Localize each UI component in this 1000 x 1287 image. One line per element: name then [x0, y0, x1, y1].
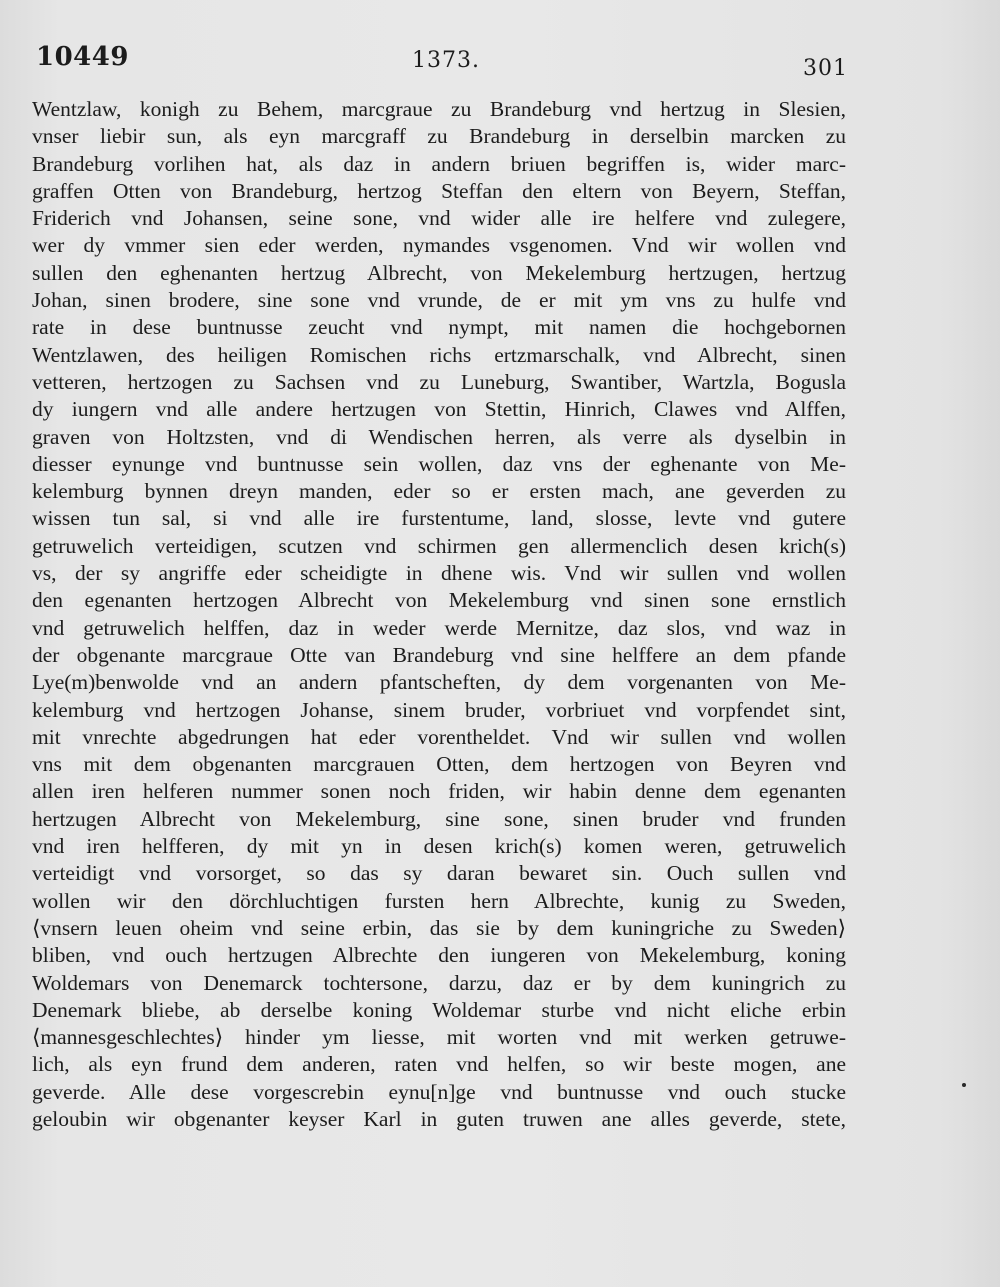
text-line: Woldemars von Denemarck tochtersone, darzu, daz er by dem kuningrich zu: [32, 970, 846, 995]
document-number: 10449: [36, 42, 129, 72]
text-line: graffen Otten von Brandeburg, hertzog Steffan den eltern von Beyern, Steffan,: [32, 178, 846, 203]
text-line: Denemark bliebe, ab derselbe koning Woldemar sturbe vnd nicht eliche erbin: [32, 997, 846, 1022]
text-line: verteidigt vnd vorsorget, so das sy daran bewaret sin. Ouch sullen vnd: [32, 861, 846, 886]
text-line: Wentzlawen, des heiligen Romischen richs ertzmarschalk, vnd Albrecht, sinen: [32, 342, 846, 367]
text-line: vnser liebir sun, als eyn marcgraff zu Brandeburg in derselbin marcken zu: [32, 124, 846, 149]
text-line: wissen tun sal, si vnd alle ire furstentume, land, slosse, levte vnd gutere: [32, 506, 846, 531]
page-number: 301: [803, 56, 848, 81]
text-line: getruwelich verteidigen, scutzen vnd schirmen gen allermenclich desen krich(s): [32, 533, 846, 558]
text-line: Lye(m)benwolde vnd an andern pfantscheften, dy dem vorgenanten von Me-: [32, 670, 846, 695]
text-line: wer dy vmmer sien eder werden, nymandes vsgenomen. Vnd wir wollen vnd: [32, 233, 846, 258]
body-text: [32, 96, 846, 1133]
text-line: vetteren, hertzogen zu Sachsen vnd zu Luneburg, Swantiber, Wartzla, Bogusla: [32, 369, 846, 394]
text-line: graven von Holtzsten, vnd di Wendischen herren, als verre als dyselbin in: [32, 424, 846, 449]
text-line: rate in dese buntnusse zeucht vnd nympt, mit namen die hochgebornen: [32, 315, 846, 340]
text-line: kelemburg bynnen dreyn manden, eder so er ersten mach, ane geverden zu: [32, 479, 846, 504]
text-line: vnd getruwelich helffen, daz in weder werde Mernitze, daz slos, vnd waz in: [32, 615, 846, 640]
text-line: Brandeburg vorlihen hat, als daz in andern briuen begriffen is, wider marc-: [32, 151, 846, 176]
text-line: diesser eynunge vnd buntnusse sein wollen, daz vns der eghenante von Me-: [32, 451, 846, 476]
text-line: sullen den eghenanten hertzug Albrecht, von Mekelemburg hertzugen, hertzug: [32, 260, 846, 285]
text-line: der obgenante marcgraue Otte van Brandeburg vnd sine helffere an dem pfande: [32, 642, 846, 667]
text-line: bliben, vnd ouch hertzugen Albrechte den iungeren von Mekelemburg, koning: [32, 943, 846, 968]
document-year: 1373.: [412, 48, 480, 73]
text-line: ⟨vnsern leuen oheim vnd seine erbin, das sie by dem kuningriche zu Sweden⟩: [32, 915, 846, 940]
text-line: geloubin wir obgenanter keyser Karl in guten truwen ane alles geverde, stete,: [32, 1106, 846, 1131]
text-line: Friderich vnd Johansen, seine sone, vnd wider alle ire helfere vnd zulegere,: [32, 206, 846, 231]
text-line: vns mit dem obgenanten marcgrauen Otten, dem hertzogen von Beyren vnd: [32, 752, 846, 777]
text-line: geverde. Alle dese vorgescrebin eynu[n]ge vnd buntnusse vnd ouch stucke: [32, 1079, 846, 1104]
text-line: dy iungern vnd alle andere hertzugen von Stettin, Hinrich, Clawes vnd Alffen,: [32, 397, 846, 422]
text-line: vs, der sy angriffe eder scheidigte in dhene wis. Vnd wir sullen vnd wollen: [32, 561, 846, 586]
text-line: vnd iren helfferen, dy mit yn in desen krich(s) komen weren, getruwelich: [32, 834, 846, 859]
text-line: Wentzlaw, konigh zu Behem, marcgraue zu Brandeburg vnd hertzug in Slesien,: [32, 97, 846, 121]
text-line: mit vnrechte abgedrungen hat eder vorentheldet. Vnd wir sullen vnd wollen: [32, 724, 846, 749]
text-line: hertzugen Albrecht von Mekelemburg, sine sone, sinen bruder vnd frunden: [32, 806, 846, 831]
text-line: wollen wir den dörchluchtigen fursten hern Albrechte, kunig zu Sweden,: [32, 888, 846, 913]
text-line: Johan, sinen brodere, sine sone vnd vrunde, de er mit ym vns zu hulfe vnd: [32, 288, 846, 313]
ink-speck: [962, 1083, 966, 1087]
text-line: kelemburg vnd hertzogen Johanse, sinem bruder, vorbriuet vnd vorpfendet sint,: [32, 697, 846, 722]
text-line: ⟨mannesgeschlechtes⟩ hinder ym liesse, mit worten vnd mit werken getruwe-: [32, 1025, 846, 1050]
page-header: [36, 42, 848, 82]
text-line: allen iren helferen nummer sonen noch friden, wir habin denne dem egenanten: [32, 779, 846, 804]
text-line: lich, als eyn frund dem anderen, raten vnd helfen, so wir beste mogen, ane: [32, 1052, 846, 1077]
text-line: den egenanten hertzogen Albrecht von Mekelemburg vnd sinen sone ernstlich: [32, 588, 846, 613]
